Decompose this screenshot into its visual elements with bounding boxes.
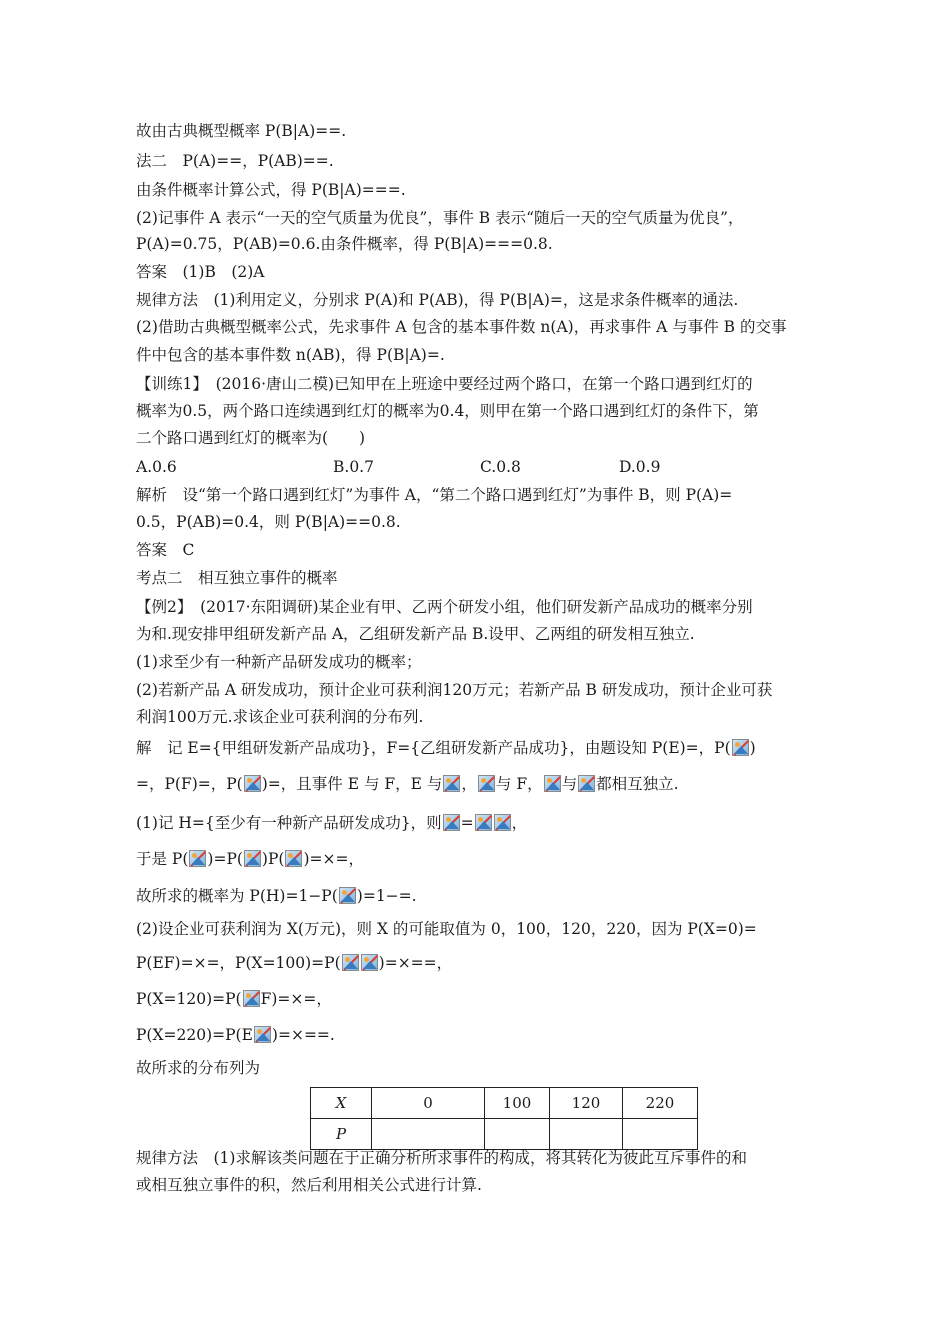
table-row (311, 1088, 698, 1119)
broken-image-icon (285, 850, 302, 867)
text-line: (2)记事件 A 表示“一天的空气质量为优良”，事件 B 表示“随后一天的空气质量为优良”， (136, 209, 744, 227)
solution-line (136, 953, 452, 973)
broken-image-icon (578, 775, 595, 792)
solution-text: ) (749, 739, 756, 757)
broken-image-icon (443, 814, 460, 831)
solution-text: ， (511, 814, 528, 832)
solution-text: 解 记 E={甲组研发新产品成功}，F={乙组研发新产品成功}，由题设知 P(E)=，P( (136, 739, 731, 757)
table-cell: 100 (485, 1088, 550, 1119)
table-row (311, 1119, 698, 1150)
solution-text: P(EF)=×=，P(X=100)=P( (136, 954, 341, 972)
broken-image-icon (443, 775, 460, 792)
broken-image-icon (189, 850, 206, 867)
broken-image-icon (544, 775, 561, 792)
solution-text: (1)记 H={至少有一种新产品研发成功}，则 (136, 814, 442, 832)
table-cell (623, 1119, 698, 1150)
broken-image-icon (244, 850, 261, 867)
solution-text: )P( (261, 850, 285, 868)
table-cell (485, 1119, 550, 1150)
table-cell: 120 (550, 1088, 623, 1119)
solution-text: )=1−=. (356, 887, 417, 905)
option-d: D.0.9 (619, 458, 661, 476)
option-b: B.0.7 (333, 458, 374, 476)
solution-text: 与 (561, 775, 578, 793)
option-c: C.0.8 (480, 458, 521, 476)
method-line: 规律方法 (1)求解该类问题在于正确分析所求事件的构成，将其转化为彼此互斥事件的和 (136, 1149, 747, 1167)
text-line: 或相互独立事件的积，然后利用相关公式进行计算. (136, 1176, 482, 1194)
solution-text: 都相互独立. (596, 775, 679, 793)
text-line: 0.5，P(AB)=0.4，则 P(B|A)==0.8. (136, 513, 401, 531)
analysis-line: 解析 设“第一个路口遇到红灯”为事件 A，“第二个路口遇到红灯”为事件 B，则 P(A)= (136, 486, 733, 504)
text-line: (2)借助古典概型概率公式，先求事件 A 包含的基本事件数 n(A)，再求事件 A 与事件 B 的交事 (136, 318, 787, 336)
solution-text: 于是 P( (136, 850, 189, 868)
solution-line (136, 1025, 335, 1045)
table-cell: 220 (623, 1088, 698, 1119)
solution-text: 故所求的概率为 P(H)=1−P( (136, 887, 338, 905)
example-heading: 【例2】 (2017·东阳调研)某企业有甲、乙两个研发小组，他们研发新产品成功的概率分别 (136, 598, 753, 616)
broken-image-icon (494, 814, 511, 831)
solution-line (136, 738, 756, 758)
solution-text: )=×==. (271, 1026, 335, 1044)
text-line: 故由古典概型概率 P(B|A)==. (136, 122, 347, 140)
solution-line: (2)设企业可获利润为 X(万元)，则 X 的可能取值为 0，100，120，220，因为 P(X=0)= (136, 920, 757, 938)
broken-image-icon (342, 954, 359, 971)
answer-line: 答案 C (136, 541, 195, 559)
table-cell: X (311, 1088, 372, 1119)
table-cell: P (311, 1119, 372, 1150)
solution-text: 与 F， (495, 775, 543, 793)
solution-text: )=P( (207, 850, 243, 868)
text-line: 由条件概率计算公式，得 P(B|A)===. (136, 181, 406, 199)
text-line: 二个路口遇到红灯的概率为( ) (136, 429, 366, 447)
solution-line (136, 813, 527, 833)
solution-text: =，P(F)=，P( (136, 775, 243, 793)
option-a: A.0.6 (136, 458, 177, 476)
solution-text: )=×==， (378, 954, 453, 972)
solution-line (136, 849, 364, 869)
broken-image-icon (243, 990, 260, 1007)
solution-text: ， (461, 775, 477, 793)
solution-text: P(X=120)=P( (136, 990, 242, 1008)
solution-line (136, 774, 679, 794)
table-cell (550, 1119, 623, 1150)
text-line: 概率为0.5，两个路口连续遇到红灯的概率为0.4，则甲在第一个路口遇到红灯的条件下，第 (136, 402, 759, 420)
distribution-table (310, 1087, 698, 1150)
solution-text: F)=×=， (260, 990, 332, 1008)
question-2: (2)若新产品 A 研发成功，预计企业可获利润120万元；若新产品 B 研发成功，预计企业可获 (136, 681, 773, 699)
solution-line (136, 989, 332, 1009)
section-heading: 考点二 相互独立事件的概率 (136, 569, 338, 587)
method-line: 规律方法 (1)利用定义，分别求 P(A)和 P(AB)，得 P(B|A)=，这是求条件概率的通法. (136, 291, 739, 309)
exercise-heading: 【训练1】 (2016·唐山二模)已知甲在上班途中要经过两个路口，在第一个路口遇到红灯的 (136, 375, 753, 393)
broken-image-icon (254, 1026, 271, 1043)
broken-image-icon (475, 814, 492, 831)
text-line: 法二 P(A)==，P(AB)==. (136, 152, 334, 170)
text-line: 为和.现安排甲组研发新产品 A，乙组研发新产品 B.设甲、乙两组的研发相互独立. (136, 625, 695, 643)
text-line: 件中包含的基本事件数 n(AB)，得 P(B|A)=. (136, 346, 445, 364)
broken-image-icon (361, 954, 378, 971)
answer-line: 答案 (1)B (2)A (136, 263, 265, 281)
solution-text: )=×=， (303, 850, 364, 868)
solution-line: 故所求的分布列为 (136, 1059, 261, 1077)
text-line: P(A)=0.75，P(AB)=0.6.由条件概率，得 P(B|A)===0.8. (136, 235, 553, 253)
solution-text: = (460, 814, 474, 832)
broken-image-icon (478, 775, 495, 792)
question-1: (1)求至少有一种新产品研发成功的概率； (136, 653, 422, 671)
broken-image-icon (339, 887, 356, 904)
table-cell: 0 (372, 1088, 485, 1119)
solution-text: P(X=220)=P(E (136, 1026, 253, 1044)
broken-image-icon (244, 775, 261, 792)
solution-text: )=，且事件 E 与 F，E 与 (261, 775, 443, 793)
table-cell (372, 1119, 485, 1150)
solution-line (136, 886, 417, 906)
broken-image-icon (732, 739, 749, 756)
text-line: 利润100万元.求该企业可获利润的分布列. (136, 708, 424, 726)
